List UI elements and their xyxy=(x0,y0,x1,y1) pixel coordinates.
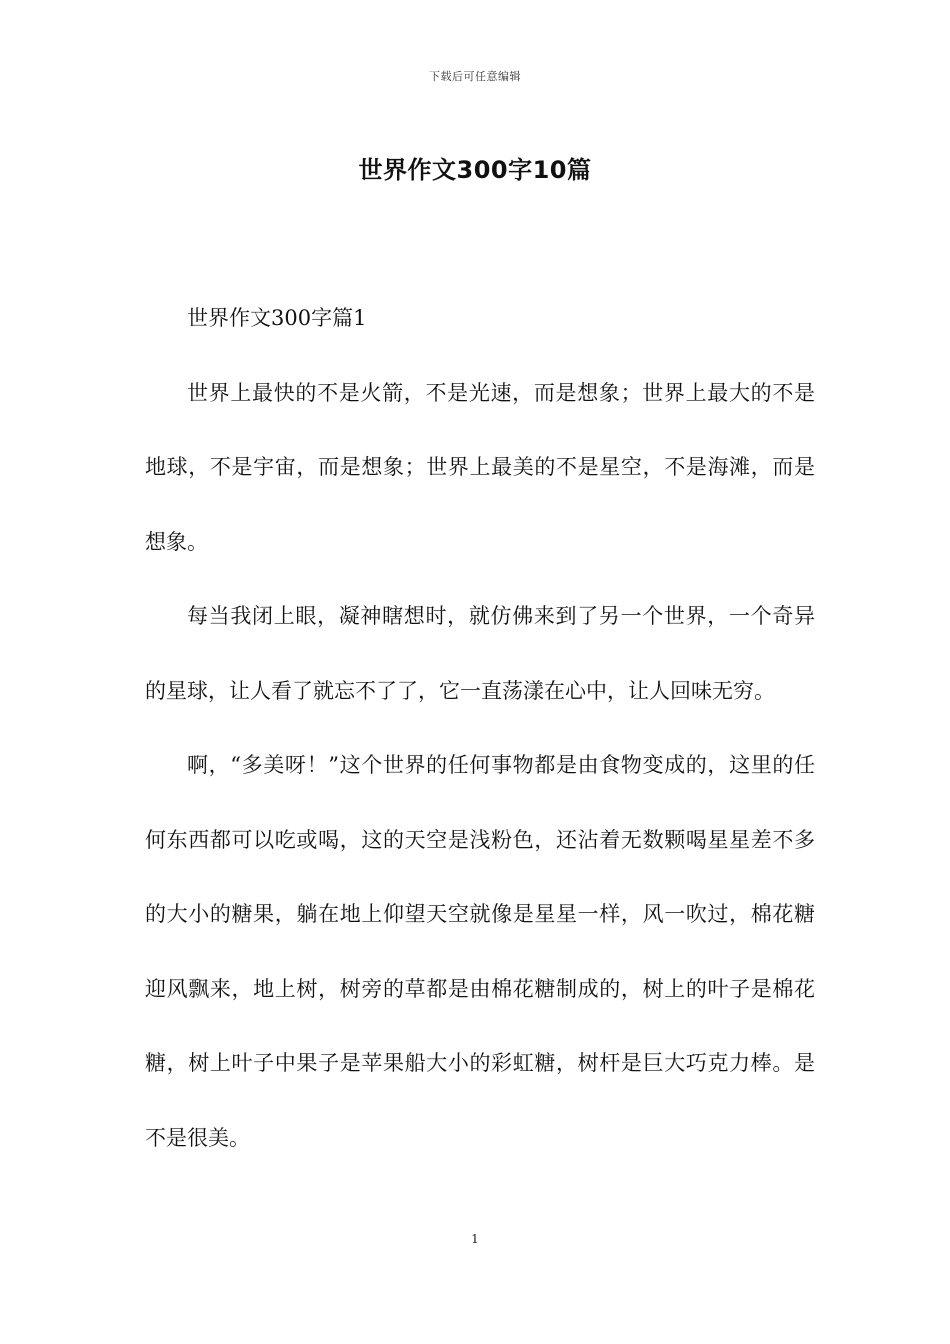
header-note: 下载后可任意编辑 xyxy=(429,70,521,83)
page-title: 世界作文300字10篇 xyxy=(358,156,592,184)
paragraph-3: 啊，“多美呀！”这个世界的任何事物都是由食物变成的，这里的任何东西都可以吃或喝，这的天空是浅粉色，还沾着无数颗喝星星差不多的大小的糖果，躺在地上仰望天空就像是星星一样，风一吹过，棉花糖迎风飘来，地上树，树旁的草都是由棉花糖制成的，树上的叶子是棉花糖，树上叶子中果子是苹果船大小的彩虹糖，树杆是巨大巧克力棒。是不是很美。 xyxy=(145,753,815,1150)
document-body xyxy=(145,281,815,1175)
page-number: 1 xyxy=(471,1232,479,1246)
paragraph-1: 世界上最快的不是火箭，不是光速，而是想象；世界上最大的不是地球，不是宇宙，而是想象；世界上最美的不是星空，不是海滩，而是想象。 xyxy=(145,380,815,554)
section-heading: 世界作文300字篇1 xyxy=(187,306,367,330)
paragraph-2: 每当我闭上眼，凝神瞎想时，就仿佛来到了另一个世界，一个奇异的星球，让人看了就忘不了了，它一直荡漾在心中，让人回味无穷。 xyxy=(145,604,815,703)
